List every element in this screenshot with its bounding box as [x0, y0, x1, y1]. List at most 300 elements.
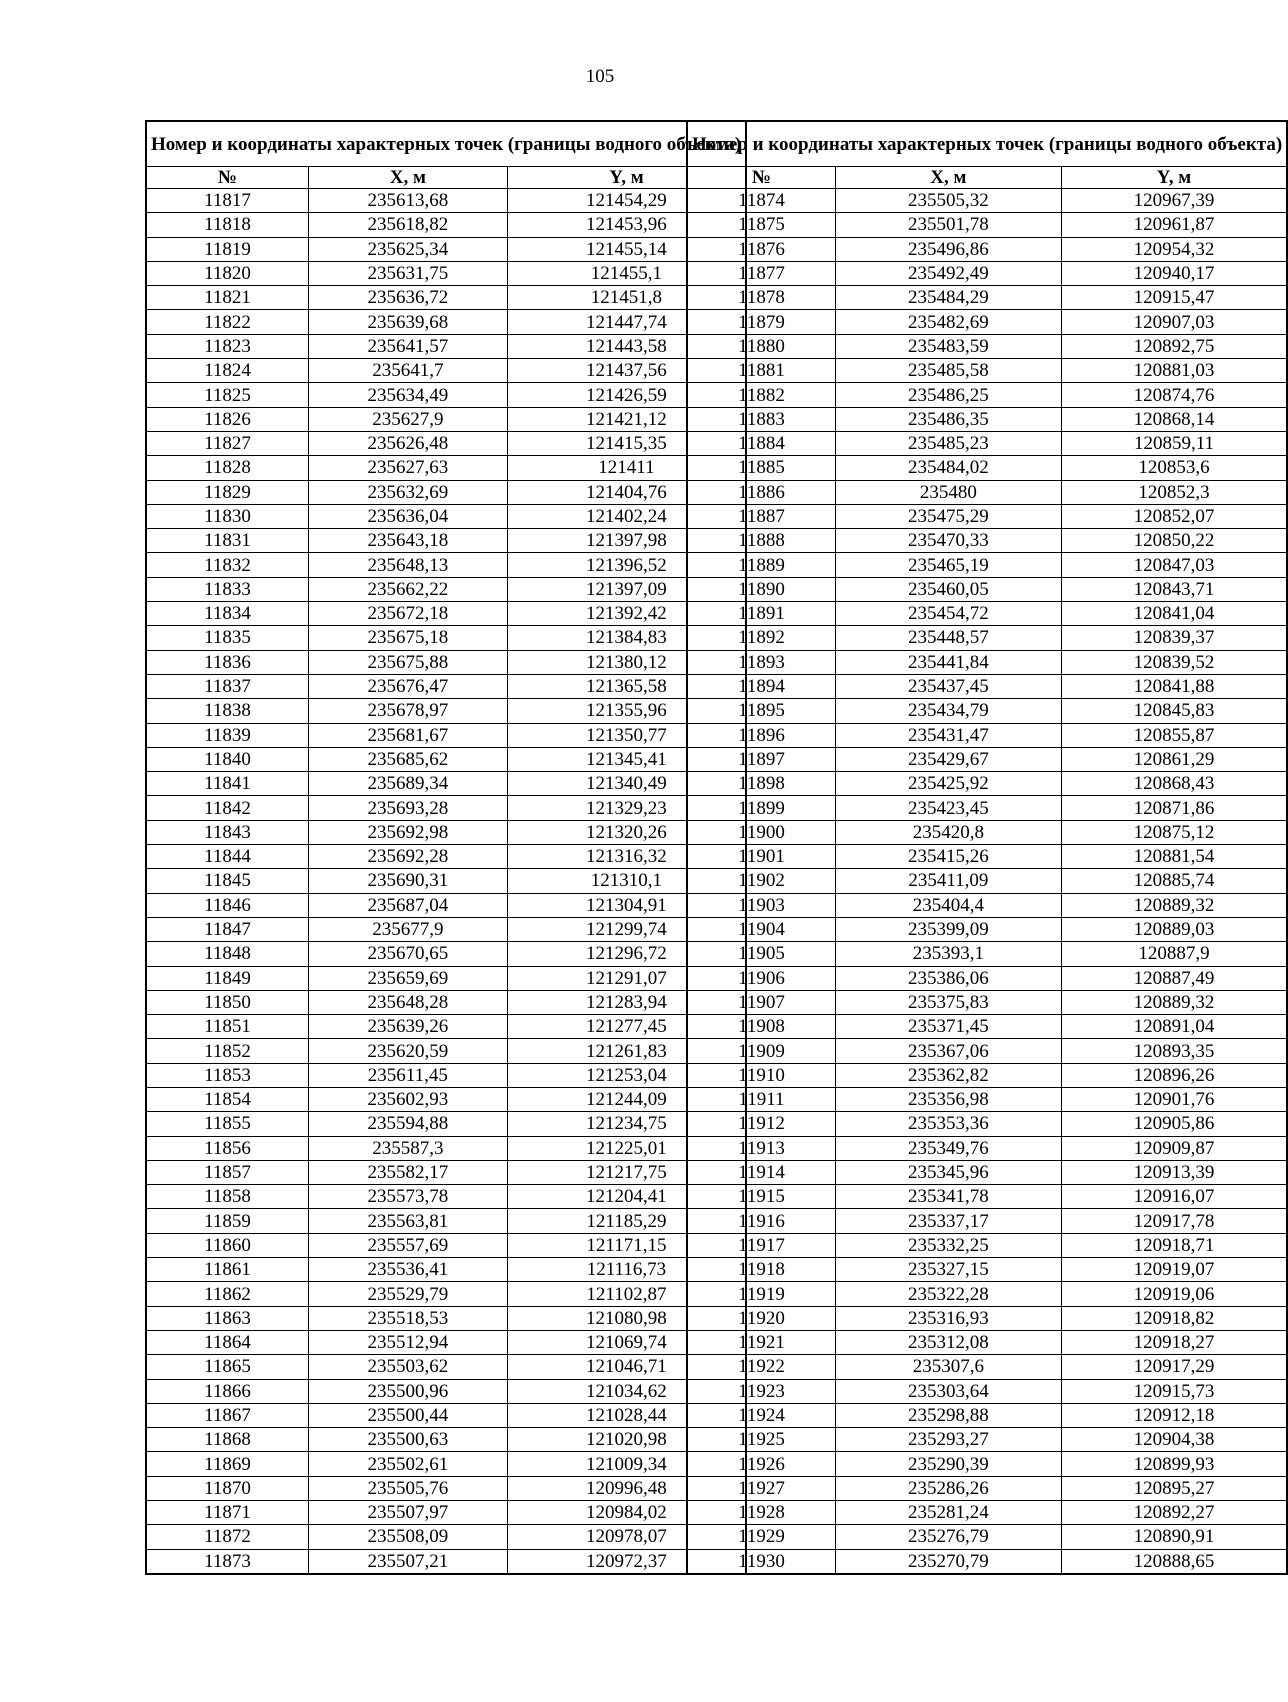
x-coordinate-cell: 235485,58: [835, 359, 1061, 383]
y-coordinate-cell: 120853,6: [1061, 456, 1287, 480]
x-coordinate-cell: 235485,23: [835, 431, 1061, 455]
y-coordinate-cell: 120918,27: [1061, 1330, 1287, 1354]
point-number-cell: 11831: [146, 529, 308, 553]
x-coordinate-cell: 235420,8: [835, 820, 1061, 844]
x-coordinate-cell: 235627,63: [308, 456, 507, 480]
table-row: [687, 1015, 1287, 1039]
y-coordinate-cell: 120904,38: [1061, 1428, 1287, 1452]
x-coordinate-cell: 235689,34: [308, 772, 507, 796]
point-number-cell: 11903: [687, 893, 835, 917]
point-number-cell: 11909: [687, 1039, 835, 1063]
point-number-cell: 11856: [146, 1136, 308, 1160]
y-coordinate-cell: 120859,11: [1061, 431, 1287, 455]
table-row: [146, 1160, 746, 1184]
point-number-cell: 11851: [146, 1015, 308, 1039]
table-row: [146, 942, 746, 966]
x-coordinate-cell: 235648,28: [308, 990, 507, 1014]
y-coordinate-cell: 120889,03: [1061, 917, 1287, 941]
table-row: [146, 213, 746, 237]
x-coordinate-cell: 235341,78: [835, 1185, 1061, 1209]
point-number-cell: 11880: [687, 334, 835, 358]
point-number-cell: 11834: [146, 602, 308, 626]
point-number-cell: 11891: [687, 602, 835, 626]
y-coordinate-cell: 120841,88: [1061, 674, 1287, 698]
table-row: [146, 1330, 746, 1354]
x-coordinate-cell: 235636,04: [308, 504, 507, 528]
x-coordinate-cell: 235371,45: [835, 1015, 1061, 1039]
point-number-cell: 11874: [687, 189, 835, 213]
x-coordinate-cell: 235386,06: [835, 966, 1061, 990]
table-row: [687, 723, 1287, 747]
x-coordinate-cell: 235470,33: [835, 529, 1061, 553]
table-row: [146, 1087, 746, 1111]
point-number-cell: 11866: [146, 1379, 308, 1403]
table-row: [146, 310, 746, 334]
table-row: [687, 431, 1287, 455]
point-number-cell: 11904: [687, 917, 835, 941]
x-coordinate-cell: 235454,72: [835, 602, 1061, 626]
point-number-cell: 11897: [687, 747, 835, 771]
y-coordinate-cell: 120893,35: [1061, 1039, 1287, 1063]
table-body: [687, 189, 1287, 1574]
point-number-cell: 11867: [146, 1403, 308, 1427]
point-number-cell: 11920: [687, 1306, 835, 1330]
table-row: [687, 1379, 1287, 1403]
table-title: Номер и координаты характерных точек (границы водного объекта): [687, 121, 1287, 167]
table-row: [687, 1501, 1287, 1525]
x-coordinate-cell: 235678,97: [308, 699, 507, 723]
point-number-cell: 11826: [146, 407, 308, 431]
x-coordinate-cell: 235375,83: [835, 990, 1061, 1014]
table-row: [687, 1233, 1287, 1257]
y-coordinate-cell: 121455,1: [507, 261, 746, 285]
table-row: [687, 286, 1287, 310]
y-coordinate-cell: 121455,14: [507, 237, 746, 261]
x-coordinate-cell: 235594,88: [308, 1112, 507, 1136]
point-number-cell: 11875: [687, 213, 835, 237]
y-coordinate-cell: 120916,07: [1061, 1185, 1287, 1209]
table-row: [146, 1549, 746, 1574]
y-coordinate-cell: 120887,49: [1061, 966, 1287, 990]
x-coordinate-cell: 235670,65: [308, 942, 507, 966]
point-number-cell: 11848: [146, 942, 308, 966]
x-coordinate-cell: 235441,84: [835, 650, 1061, 674]
y-coordinate-cell: 120905,86: [1061, 1112, 1287, 1136]
y-coordinate-cell: 121411: [507, 456, 746, 480]
point-number-cell: 11876: [687, 237, 835, 261]
table-row: [146, 480, 746, 504]
table-row: [146, 1355, 746, 1379]
y-coordinate-cell: 121204,41: [507, 1185, 746, 1209]
point-number-cell: 11846: [146, 893, 308, 917]
y-coordinate-cell: 121443,58: [507, 334, 746, 358]
y-coordinate-cell: 120874,76: [1061, 383, 1287, 407]
y-coordinate-cell: 121261,83: [507, 1039, 746, 1063]
table-row: [146, 820, 746, 844]
y-coordinate-cell: 120896,26: [1061, 1063, 1287, 1087]
x-coordinate-cell: 235423,45: [835, 796, 1061, 820]
point-number-cell: 11890: [687, 577, 835, 601]
x-coordinate-cell: 235434,79: [835, 699, 1061, 723]
x-coordinate-cell: 235465,19: [835, 553, 1061, 577]
table-row: [687, 1525, 1287, 1549]
table-row: [146, 893, 746, 917]
table-row: [146, 1063, 746, 1087]
y-coordinate-cell: 121009,34: [507, 1452, 746, 1476]
point-number-cell: 11900: [687, 820, 835, 844]
table-row: [146, 1379, 746, 1403]
point-number-cell: 11882: [687, 383, 835, 407]
column-header-y: Y, м: [1061, 167, 1287, 189]
y-coordinate-cell: 121320,26: [507, 820, 746, 844]
x-coordinate-cell: 235602,93: [308, 1087, 507, 1111]
point-number-cell: 11888: [687, 529, 835, 553]
x-coordinate-cell: 235676,47: [308, 674, 507, 698]
table-row: [687, 310, 1287, 334]
y-coordinate-cell: 120890,91: [1061, 1525, 1287, 1549]
table-row: [687, 1209, 1287, 1233]
y-coordinate-cell: 120912,18: [1061, 1403, 1287, 1427]
table-row: [146, 966, 746, 990]
x-coordinate-cell: 235399,09: [835, 917, 1061, 941]
point-number-cell: 11850: [146, 990, 308, 1014]
table-row: [146, 456, 746, 480]
point-number-cell: 11883: [687, 407, 835, 431]
y-coordinate-cell: 121345,41: [507, 747, 746, 771]
y-coordinate-cell: 120839,52: [1061, 650, 1287, 674]
point-number-cell: 11918: [687, 1258, 835, 1282]
table-row: [687, 261, 1287, 285]
point-number-cell: 11843: [146, 820, 308, 844]
point-number-cell: 11902: [687, 869, 835, 893]
x-coordinate-cell: 235626,48: [308, 431, 507, 455]
point-number-cell: 11910: [687, 1063, 835, 1087]
x-coordinate-cell: 235563,81: [308, 1209, 507, 1233]
point-number-cell: 11868: [146, 1428, 308, 1452]
table-row: [687, 1355, 1287, 1379]
table-row: [687, 553, 1287, 577]
point-number-cell: 11877: [687, 261, 835, 285]
table-row: [146, 1428, 746, 1452]
point-number-cell: 11878: [687, 286, 835, 310]
y-coordinate-cell: 121421,12: [507, 407, 746, 431]
point-number-cell: 11847: [146, 917, 308, 941]
point-number-cell: 11870: [146, 1476, 308, 1500]
table-row: [146, 189, 746, 213]
column-header-number: №: [146, 167, 308, 189]
point-number-cell: 11835: [146, 626, 308, 650]
point-number-cell: 11915: [687, 1185, 835, 1209]
point-number-cell: 11830: [146, 504, 308, 528]
table-row: [687, 529, 1287, 553]
x-coordinate-cell: 235483,59: [835, 334, 1061, 358]
x-coordinate-cell: 235675,18: [308, 626, 507, 650]
x-coordinate-cell: 235502,61: [308, 1452, 507, 1476]
y-coordinate-cell: 120881,03: [1061, 359, 1287, 383]
y-coordinate-cell: 121397,09: [507, 577, 746, 601]
y-coordinate-cell: 120892,27: [1061, 1501, 1287, 1525]
table-row: [687, 1549, 1287, 1574]
y-coordinate-cell: 121329,23: [507, 796, 746, 820]
point-number-cell: 11929: [687, 1525, 835, 1549]
x-coordinate-cell: 235486,25: [835, 383, 1061, 407]
point-number-cell: 11917: [687, 1233, 835, 1257]
point-number-cell: 11840: [146, 747, 308, 771]
table-row: [146, 237, 746, 261]
y-coordinate-cell: 120909,87: [1061, 1136, 1287, 1160]
y-coordinate-cell: 121355,96: [507, 699, 746, 723]
point-number-cell: 11914: [687, 1160, 835, 1184]
point-number-cell: 11845: [146, 869, 308, 893]
table-row: [687, 772, 1287, 796]
table-row: [146, 1258, 746, 1282]
y-coordinate-cell: 121310,1: [507, 869, 746, 893]
y-coordinate-cell: 121404,76: [507, 480, 746, 504]
table-row: [687, 504, 1287, 528]
x-coordinate-cell: 235677,9: [308, 917, 507, 941]
y-coordinate-cell: 120891,04: [1061, 1015, 1287, 1039]
x-coordinate-cell: 235500,44: [308, 1403, 507, 1427]
x-coordinate-cell: 235460,05: [835, 577, 1061, 601]
table-row: [687, 1258, 1287, 1282]
table-row: [146, 1209, 746, 1233]
x-coordinate-cell: 235290,39: [835, 1452, 1061, 1476]
x-coordinate-cell: 235345,96: [835, 1160, 1061, 1184]
table-row: [687, 845, 1287, 869]
x-coordinate-cell: 235587,3: [308, 1136, 507, 1160]
table-row: [146, 383, 746, 407]
y-coordinate-cell: 121304,91: [507, 893, 746, 917]
x-coordinate-cell: 235415,26: [835, 845, 1061, 869]
point-number-cell: 11886: [687, 480, 835, 504]
table-row: [687, 480, 1287, 504]
x-coordinate-cell: 235496,86: [835, 237, 1061, 261]
table-row: [146, 529, 746, 553]
table-row: [687, 407, 1287, 431]
table-row: [146, 1306, 746, 1330]
table-row: [146, 796, 746, 820]
point-number-cell: 11881: [687, 359, 835, 383]
y-coordinate-cell: 121277,45: [507, 1015, 746, 1039]
table-row: [687, 1039, 1287, 1063]
x-coordinate-cell: 235672,18: [308, 602, 507, 626]
y-coordinate-cell: 121437,56: [507, 359, 746, 383]
point-number-cell: 11919: [687, 1282, 835, 1306]
table-row: [687, 577, 1287, 601]
y-coordinate-cell: 120907,03: [1061, 310, 1287, 334]
y-coordinate-cell: 121102,87: [507, 1282, 746, 1306]
x-coordinate-cell: 235327,15: [835, 1258, 1061, 1282]
table-row: [687, 1185, 1287, 1209]
x-coordinate-cell: 235648,13: [308, 553, 507, 577]
y-coordinate-cell: 121225,01: [507, 1136, 746, 1160]
point-number-cell: 11842: [146, 796, 308, 820]
point-number-cell: 11827: [146, 431, 308, 455]
x-coordinate-cell: 235611,45: [308, 1063, 507, 1087]
table-row: [146, 261, 746, 285]
point-number-cell: 11921: [687, 1330, 835, 1354]
point-number-cell: 11907: [687, 990, 835, 1014]
table-row: [687, 699, 1287, 723]
table-row: [687, 893, 1287, 917]
y-coordinate-cell: 121380,12: [507, 650, 746, 674]
table-row: [146, 1476, 746, 1500]
y-coordinate-cell: 120899,93: [1061, 1452, 1287, 1476]
table-row: [687, 1160, 1287, 1184]
table-row: [687, 966, 1287, 990]
point-number-cell: 11863: [146, 1306, 308, 1330]
x-coordinate-cell: 235316,93: [835, 1306, 1061, 1330]
point-number-cell: 11854: [146, 1087, 308, 1111]
point-number-cell: 11893: [687, 650, 835, 674]
x-coordinate-cell: 235508,09: [308, 1525, 507, 1549]
x-coordinate-cell: 235312,08: [835, 1330, 1061, 1354]
table-row: [687, 990, 1287, 1014]
table-row: [146, 699, 746, 723]
point-number-cell: 11838: [146, 699, 308, 723]
y-coordinate-cell: 121080,98: [507, 1306, 746, 1330]
x-coordinate-cell: 235425,92: [835, 772, 1061, 796]
x-coordinate-cell: 235693,28: [308, 796, 507, 820]
point-number-cell: 11865: [146, 1355, 308, 1379]
y-coordinate-cell: 120839,37: [1061, 626, 1287, 650]
table-row: [146, 1112, 746, 1136]
x-coordinate-cell: 235627,9: [308, 407, 507, 431]
y-coordinate-cell: 120871,86: [1061, 796, 1287, 820]
point-number-cell: 11930: [687, 1549, 835, 1574]
y-coordinate-cell: 120967,39: [1061, 189, 1287, 213]
y-coordinate-cell: 121453,96: [507, 213, 746, 237]
point-number-cell: 11858: [146, 1185, 308, 1209]
point-number-cell: 11911: [687, 1087, 835, 1111]
table-row: [146, 407, 746, 431]
y-coordinate-cell: 120972,37: [507, 1549, 746, 1574]
y-coordinate-cell: 120887,9: [1061, 942, 1287, 966]
x-coordinate-cell: 235618,82: [308, 213, 507, 237]
table-row: [687, 213, 1287, 237]
point-number-cell: 11853: [146, 1063, 308, 1087]
y-coordinate-cell: 121244,09: [507, 1087, 746, 1111]
x-coordinate-cell: 235492,49: [835, 261, 1061, 285]
table-row: [146, 650, 746, 674]
point-number-cell: 11923: [687, 1379, 835, 1403]
y-coordinate-cell: 120919,07: [1061, 1258, 1287, 1282]
x-coordinate-cell: 235690,31: [308, 869, 507, 893]
y-coordinate-cell: 120918,71: [1061, 1233, 1287, 1257]
x-coordinate-cell: 235641,57: [308, 334, 507, 358]
y-coordinate-cell: 120978,07: [507, 1525, 746, 1549]
table-row: [687, 456, 1287, 480]
y-coordinate-cell: 121415,35: [507, 431, 746, 455]
table-row: [687, 869, 1287, 893]
table-row: [146, 504, 746, 528]
point-number-cell: 11821: [146, 286, 308, 310]
point-number-cell: 11913: [687, 1136, 835, 1160]
x-coordinate-cell: 235281,24: [835, 1501, 1061, 1525]
y-coordinate-cell: 120954,32: [1061, 237, 1287, 261]
x-coordinate-cell: 235557,69: [308, 1233, 507, 1257]
point-number-cell: 11898: [687, 772, 835, 796]
point-number-cell: 11872: [146, 1525, 308, 1549]
point-number-cell: 11916: [687, 1209, 835, 1233]
y-coordinate-cell: 120888,65: [1061, 1549, 1287, 1574]
x-coordinate-cell: 235620,59: [308, 1039, 507, 1063]
x-coordinate-cell: 235613,68: [308, 189, 507, 213]
table-title: Номер и координаты характерных точек (границы водного объекта): [146, 121, 746, 167]
point-number-cell: 11859: [146, 1209, 308, 1233]
table-row: [687, 359, 1287, 383]
point-number-cell: 11833: [146, 577, 308, 601]
y-coordinate-cell: 120885,74: [1061, 869, 1287, 893]
x-coordinate-cell: 235482,69: [835, 310, 1061, 334]
y-coordinate-cell: 121340,49: [507, 772, 746, 796]
y-coordinate-cell: 120892,75: [1061, 334, 1287, 358]
point-number-cell: 11841: [146, 772, 308, 796]
x-coordinate-cell: 235675,88: [308, 650, 507, 674]
point-number-cell: 11908: [687, 1015, 835, 1039]
point-number-cell: 11885: [687, 456, 835, 480]
table-row: [687, 237, 1287, 261]
point-number-cell: 11864: [146, 1330, 308, 1354]
table-row: [146, 772, 746, 796]
x-coordinate-cell: 235505,32: [835, 189, 1061, 213]
point-number-cell: 11871: [146, 1501, 308, 1525]
x-coordinate-cell: 235625,34: [308, 237, 507, 261]
x-coordinate-cell: 235286,26: [835, 1476, 1061, 1500]
table-row: [687, 820, 1287, 844]
table-row: [146, 723, 746, 747]
point-number-cell: 11844: [146, 845, 308, 869]
x-coordinate-cell: 235632,69: [308, 480, 507, 504]
x-coordinate-cell: 235643,18: [308, 529, 507, 553]
point-number-cell: 11906: [687, 966, 835, 990]
x-coordinate-cell: 235582,17: [308, 1160, 507, 1184]
table-row: [146, 359, 746, 383]
table-row: [146, 626, 746, 650]
point-number-cell: 11873: [146, 1549, 308, 1574]
point-number-cell: 11825: [146, 383, 308, 407]
y-coordinate-cell: 120861,29: [1061, 747, 1287, 771]
table-row: [146, 990, 746, 1014]
x-coordinate-cell: 235512,94: [308, 1330, 507, 1354]
table-row: [687, 650, 1287, 674]
y-coordinate-cell: 121384,83: [507, 626, 746, 650]
table-row: [146, 1136, 746, 1160]
y-coordinate-cell: 121299,74: [507, 917, 746, 941]
x-coordinate-cell: 235639,68: [308, 310, 507, 334]
y-coordinate-cell: 121171,15: [507, 1233, 746, 1257]
table-row: [687, 1112, 1287, 1136]
table-row: [687, 917, 1287, 941]
x-coordinate-cell: 235634,49: [308, 383, 507, 407]
y-coordinate-cell: 121034,62: [507, 1379, 746, 1403]
x-coordinate-cell: 235293,27: [835, 1428, 1061, 1452]
y-coordinate-cell: 121253,04: [507, 1063, 746, 1087]
x-coordinate-cell: 235349,76: [835, 1136, 1061, 1160]
x-coordinate-cell: 235484,29: [835, 286, 1061, 310]
table-row: [146, 286, 746, 310]
column-header-x: X, м: [308, 167, 507, 189]
y-coordinate-cell: 121234,75: [507, 1112, 746, 1136]
coordinates-table-left: [145, 120, 747, 1575]
x-coordinate-cell: 235507,21: [308, 1549, 507, 1574]
y-coordinate-cell: 120913,39: [1061, 1160, 1287, 1184]
point-number-cell: 11869: [146, 1452, 308, 1476]
table-row: [687, 674, 1287, 698]
point-number-cell: 11855: [146, 1112, 308, 1136]
y-coordinate-cell: 120889,32: [1061, 990, 1287, 1014]
y-coordinate-cell: 121185,29: [507, 1209, 746, 1233]
